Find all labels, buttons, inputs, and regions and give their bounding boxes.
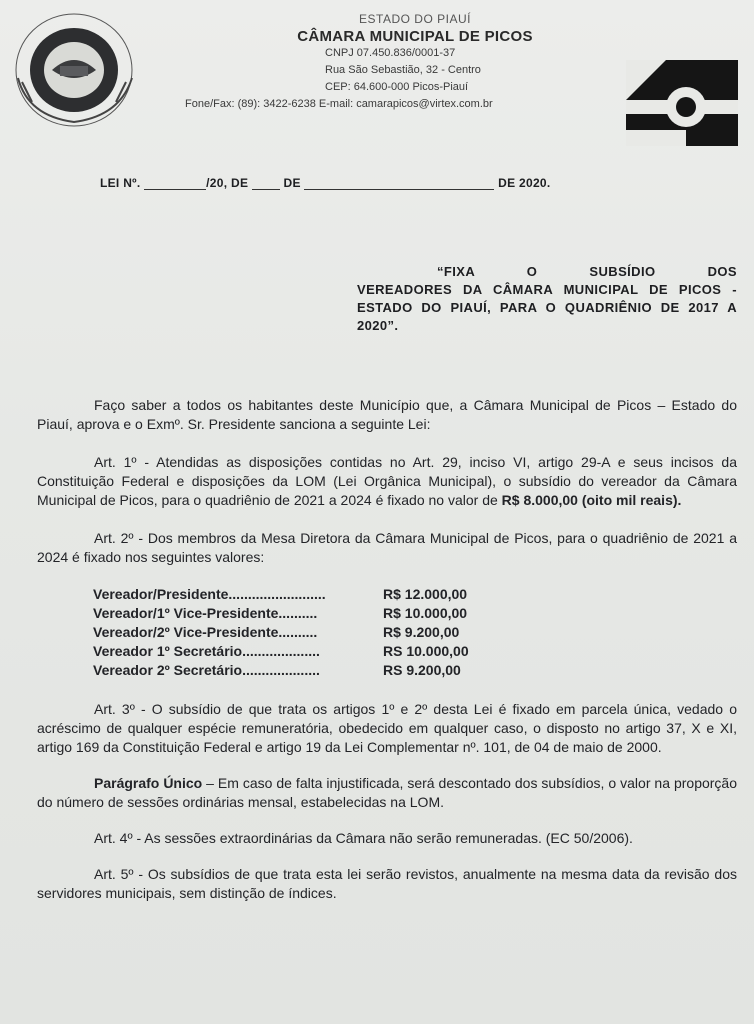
municipal-seal-logo — [8, 8, 148, 128]
address: Rua São Sebastião, 32 - Centro — [325, 64, 481, 76]
summary-rest: VEREADORES DA CÂMARA MUNICIPAL DE PICOS - ESTADO DO PIAUÍ, PARA O QUADRIÊNIO DE 2017 A 2020”. — [357, 282, 737, 333]
salary-label: Vereador 2º Secretário.................... — [93, 662, 320, 678]
article-1-text: Art. 1º - Atendidas as disposições contidas no Art. 29, inciso VI, artigo 29-A e seus incisos da Constituição Federal e disposições da LOM (Lei Orgânica Municipal), o subsídio do vereador da Câmara Municipal de Picos, para o quadriênio de 2021 a 2024 é fixado no valor de — [37, 454, 737, 508]
salary-value: R$ 9.200,00 — [383, 624, 460, 640]
article-4: Art. 4º - As sessões extraordinárias da Câmara não serão remuneradas. (EC 50/2006). — [94, 830, 633, 846]
article-1-value: R$ 8.000,00 (oito mil reais). — [501, 492, 682, 508]
law-number-line — [100, 176, 640, 190]
salary-value: R$ 10.000,00 — [383, 605, 468, 621]
summary-first-line: “FIXA O SUBSÍDIO DOS — [437, 264, 737, 279]
contact-info: Fone/Fax: (89): 3422-6238 E-mail: camarapicos@virtex.com.br — [185, 98, 493, 110]
preamble: Faço saber a todos os habitantes deste Município que, a Câmara Municipal de Picos – Estado do Piauí, aprova e o Exmº. Sr. Presidente sanciona a seguinte Lei: — [37, 397, 737, 432]
salary-value: RS 9.200,00 — [383, 662, 461, 678]
letterhead — [175, 12, 615, 113]
postal-code: CEP: 64.600-000 Picos-Piauí — [325, 81, 469, 93]
salary-row — [93, 642, 737, 661]
law-number-blank — [144, 177, 206, 190]
salary-value: RS 10.000,00 — [383, 643, 469, 659]
law-body — [37, 396, 737, 903]
salary-label: Vereador/2º Vice-Presidente.......... — [93, 624, 318, 640]
article-2: Art. 2º - Dos membros da Mesa Diretora da Câmara Municipal de Picos, para o quadriênio de 2021 a 2024 é fixado nos seguintes valores: — [37, 530, 737, 565]
salary-row — [93, 623, 737, 642]
sole-paragraph — [37, 774, 737, 812]
salary-row — [93, 585, 737, 604]
law-number-label: LEI Nº. — [100, 176, 141, 190]
chamber-name: CÂMARA MUNICIPAL DE PICOS — [297, 28, 533, 45]
year-label: DE 2020. — [498, 176, 551, 190]
article-1 — [37, 453, 737, 510]
sole-paragraph-label: Parágrafo Único — [94, 775, 203, 791]
salary-label: Vereador/1º Vice-Presidente.......... — [93, 605, 318, 621]
salary-label: Vereador/Presidente......................... — [93, 586, 326, 602]
emblem-logo — [626, 60, 738, 146]
article-5: Art. 5º - Os subsídios de que trata esta lei serão revistos, anualmente na mesma data da revisão dos servidores municipais, sem distinção de índices. — [37, 866, 737, 901]
de-label: DE — [283, 176, 301, 190]
month-blank — [304, 177, 494, 190]
salary-value: R$ 12.000,00 — [383, 586, 468, 602]
salary-label: Vereador 1º Secretário.................... — [93, 643, 320, 659]
law-summary — [357, 263, 737, 335]
sole-paragraph-text: – Em caso de falta injustificada, será descontado dos subsídios, o valor na proporção do número de sessões ordinárias mensal, estabelecidas na LOM. — [37, 775, 738, 810]
day-blank — [252, 177, 280, 190]
cnpj: CNPJ 07.450.836/0001-37 — [325, 47, 456, 59]
salary-table — [93, 585, 737, 680]
article-3: Art. 3º - O subsídio de que trata os artigos 1º e 2º desta Lei é fixado em parcela única, vedado o acréscimo de qualquer espécie remuneratória, obedecido em qualquer caso, o disposto no artigo 37, X e XI, artigo 169 da Constituição Federal e artigo 19 da Lei Complementar nº. 101, de 04 de maio de 2000. — [37, 701, 737, 755]
salary-row — [93, 661, 737, 680]
salary-row — [93, 604, 737, 623]
law-year-label: /20, DE — [206, 176, 249, 190]
state-name: ESTADO DO PIAUÍ — [359, 12, 471, 26]
